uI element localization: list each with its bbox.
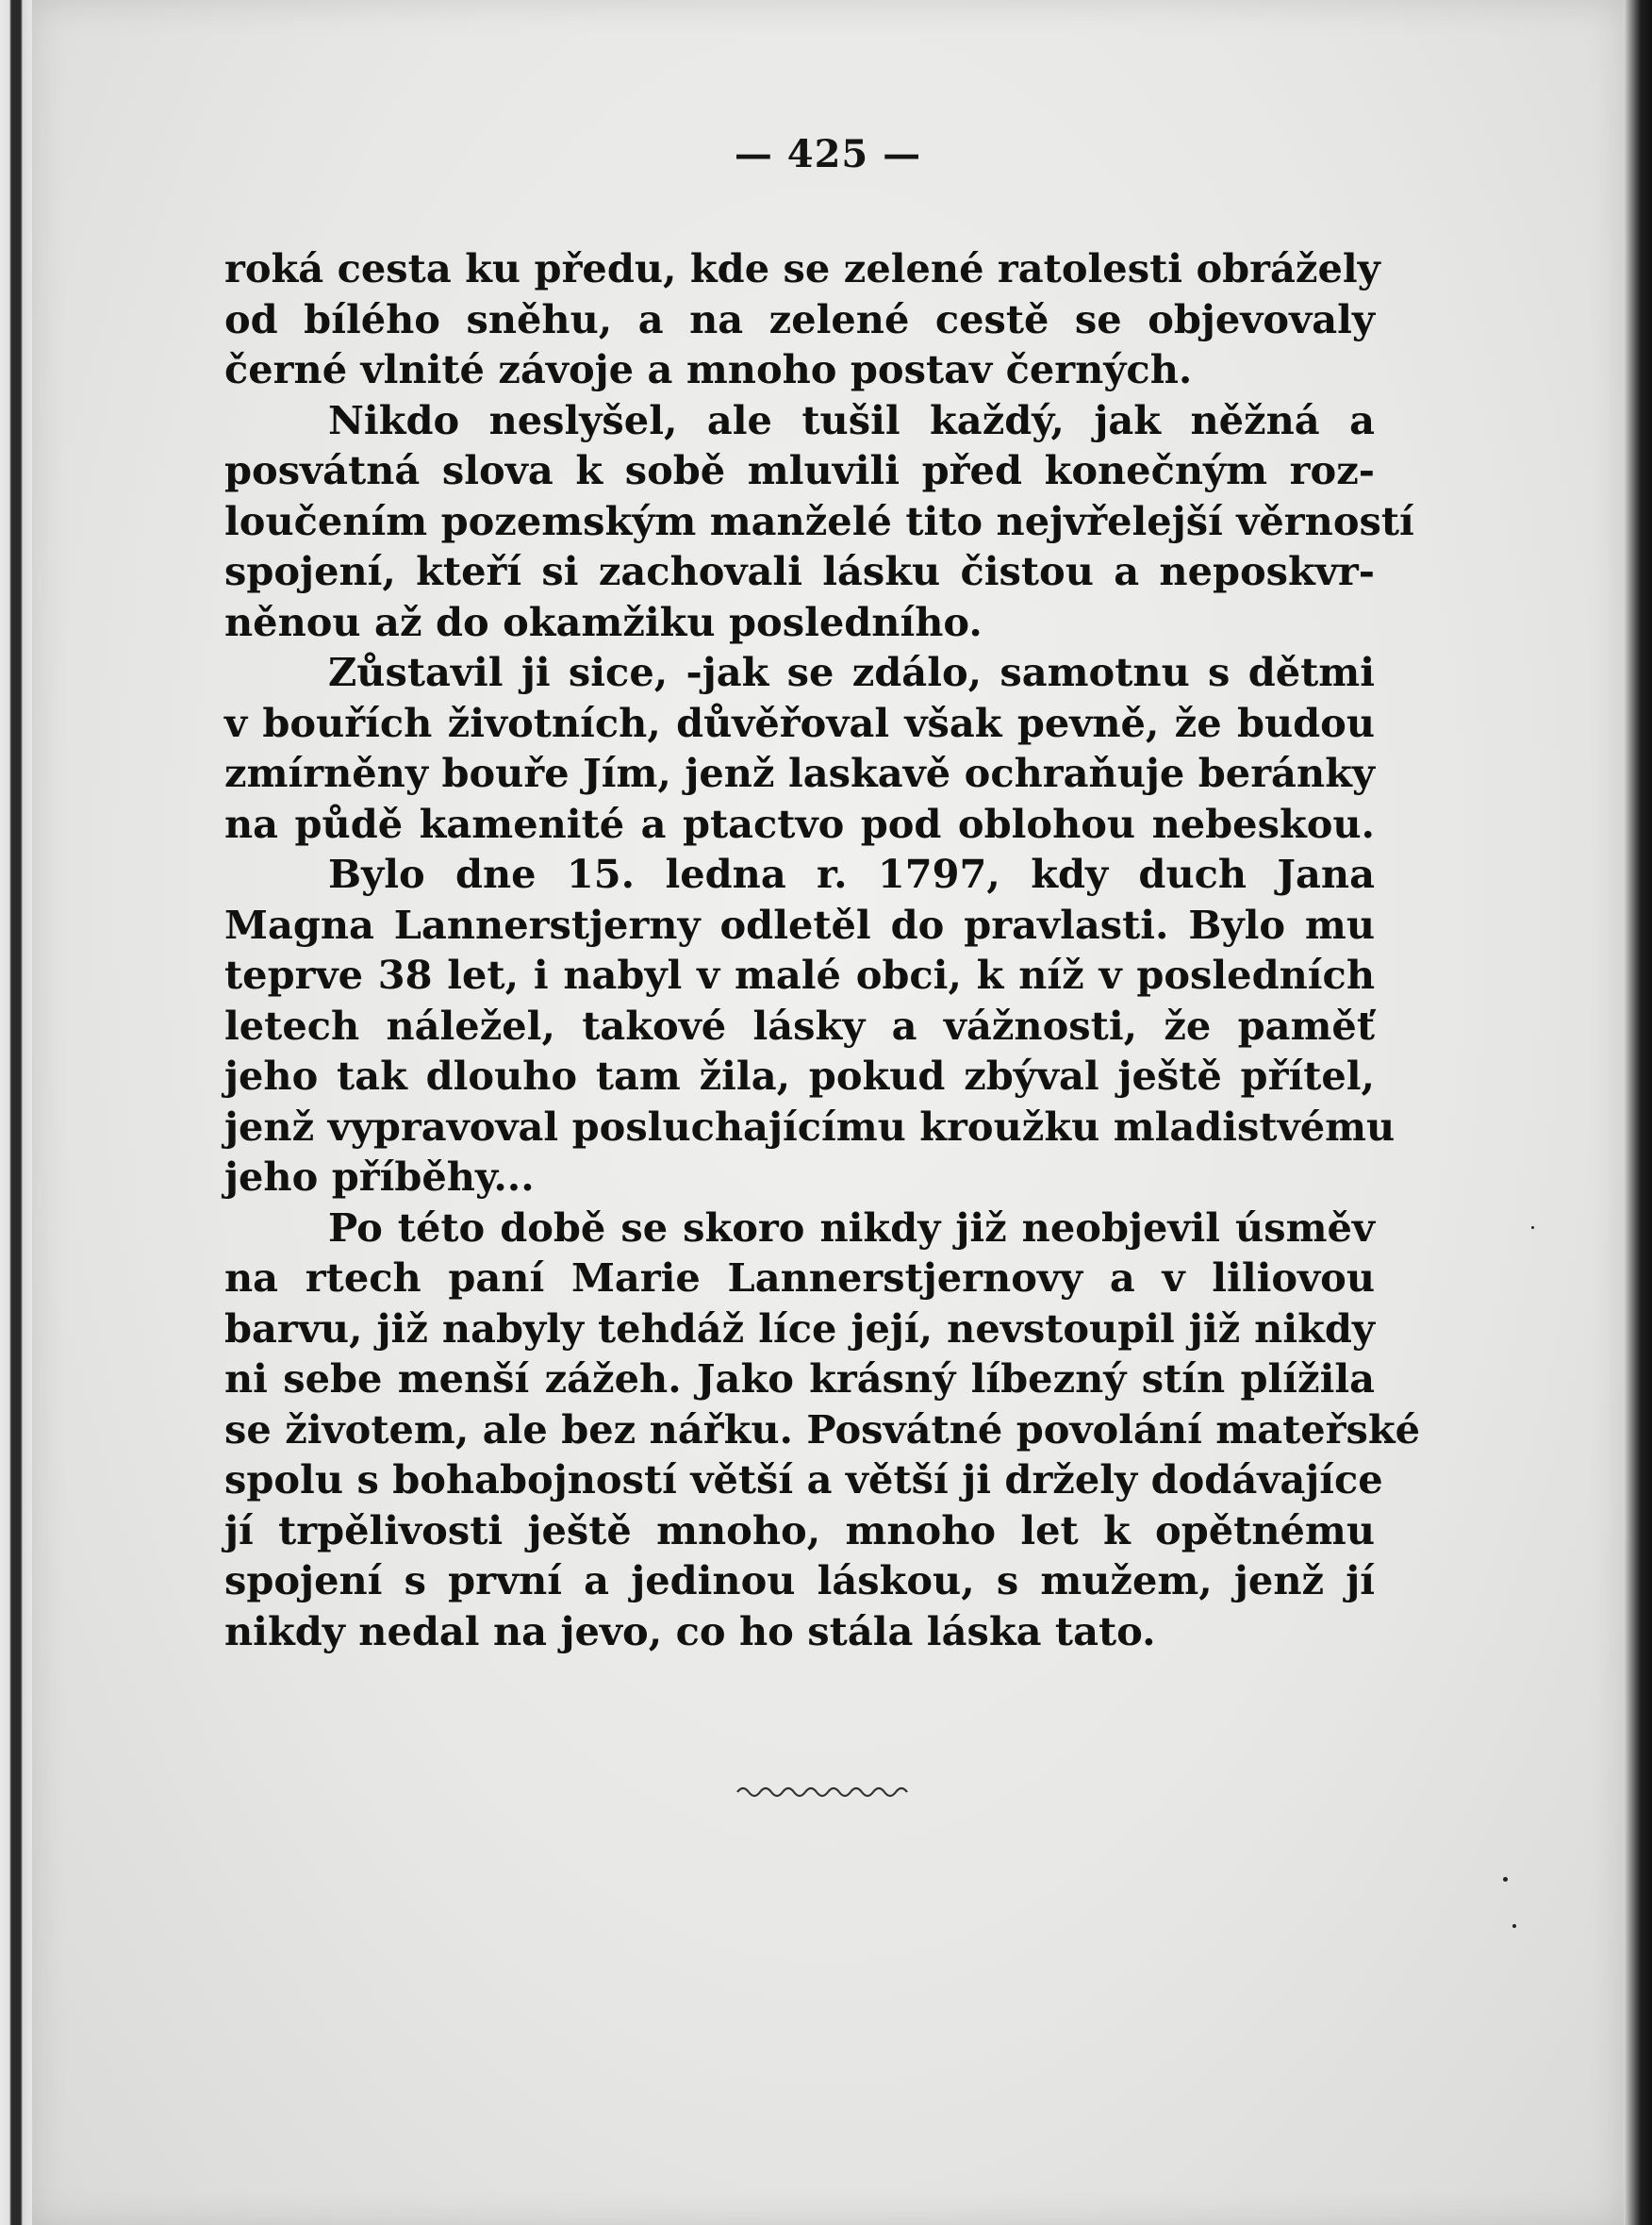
book-page <box>32 0 1624 2225</box>
text-line: spojení s první a jedinou láskou, s mužem, jenž jí <box>224 1557 1375 1603</box>
text-line: nikdy nedal na jevo, co ho stála láska tato. <box>224 1607 1156 1654</box>
text-line: Magna Lannerstjerny odletěl do pravlasti. Bylo mu <box>224 901 1375 948</box>
scan-speck <box>1531 1226 1534 1229</box>
text-line: barvu, již nabyly tehdáž líce její, nevstoupil již nikdy <box>224 1304 1375 1352</box>
text-line: v bouřích životních, důvěřoval však pevně, že budou <box>224 699 1375 746</box>
text-line: spojení, kteří si zachovali lásku čistou a neposkvr- <box>224 548 1375 594</box>
text-line: černé vlnité závoje a mnoho postav černých. <box>224 346 1193 392</box>
text-line: jeho příběhy... <box>224 1154 535 1200</box>
text-line: ni sebe menší zážeh. Jako krásný líbezný stín plížila <box>224 1355 1375 1402</box>
text-line: jeho tak dlouho tam žila, pokud zbýval ještě přítel, <box>224 1053 1375 1099</box>
text-line: od bílého sněhu, a na zelené cestě se objevovaly <box>224 295 1375 342</box>
text-line: posvátná slova k sobě mluvili před konečným roz- <box>224 447 1375 493</box>
scan-speck <box>1512 1924 1516 1928</box>
page-number: — 425 — <box>734 132 922 176</box>
body-text <box>224 243 1421 1656</box>
text-line: se životem, ale bez nářku. Posvátné povolání mateřské <box>224 1405 1421 1453</box>
text-line: roká cesta ku předu, kde se zelené ratolesti obrážely <box>224 245 1380 291</box>
text-line: teprve 38 let, i nabyl v malé obci, k níž v posledních <box>224 952 1375 998</box>
text-line: zmírněny bouře Jím, jenž laskavě ochraňuje beránky <box>224 750 1375 796</box>
text-line: loučením pozemským manželé tito nejvřelejší věrností <box>224 497 1414 544</box>
scan-edge-left <box>0 0 32 2225</box>
text-line: spolu s bohabojností větší a větší ji držely dodávajíce <box>224 1456 1383 1503</box>
scan-speck <box>1503 1877 1508 1882</box>
text-line: jí trpělivosti ještě mnoho, mnoho let k opětnému <box>224 1506 1375 1553</box>
text-line: jenž vypravoval posluchajícímu kroužku mladistvému <box>224 1103 1396 1150</box>
text-line: Nikdo neslyšel, ale tušil každý, jak něžná a <box>328 396 1375 443</box>
wavy-line-ornament-icon <box>735 1781 915 1802</box>
text-line: na rtech paní Marie Lannerstjernovy a v liliovou <box>224 1254 1375 1301</box>
text-line: na půdě kamenité a ptactvo pod oblohou nebeskou. <box>224 800 1375 847</box>
text-line: Po této době se skoro nikdy již neobjevil úsměv <box>328 1204 1375 1251</box>
text-line: Bylo dne 15. ledna r. 1797, kdy duch Jana <box>328 851 1375 897</box>
text-line: letech náležel, takové lásky a vážnosti, že paměť <box>224 1002 1375 1049</box>
text-line: něnou až do okamžiku posledního. <box>224 598 983 645</box>
scan-edge-right <box>1624 0 1652 2225</box>
text-line: Zůstavil ji sice, -jak se zdálo, samotnu s dětmi <box>328 649 1375 695</box>
